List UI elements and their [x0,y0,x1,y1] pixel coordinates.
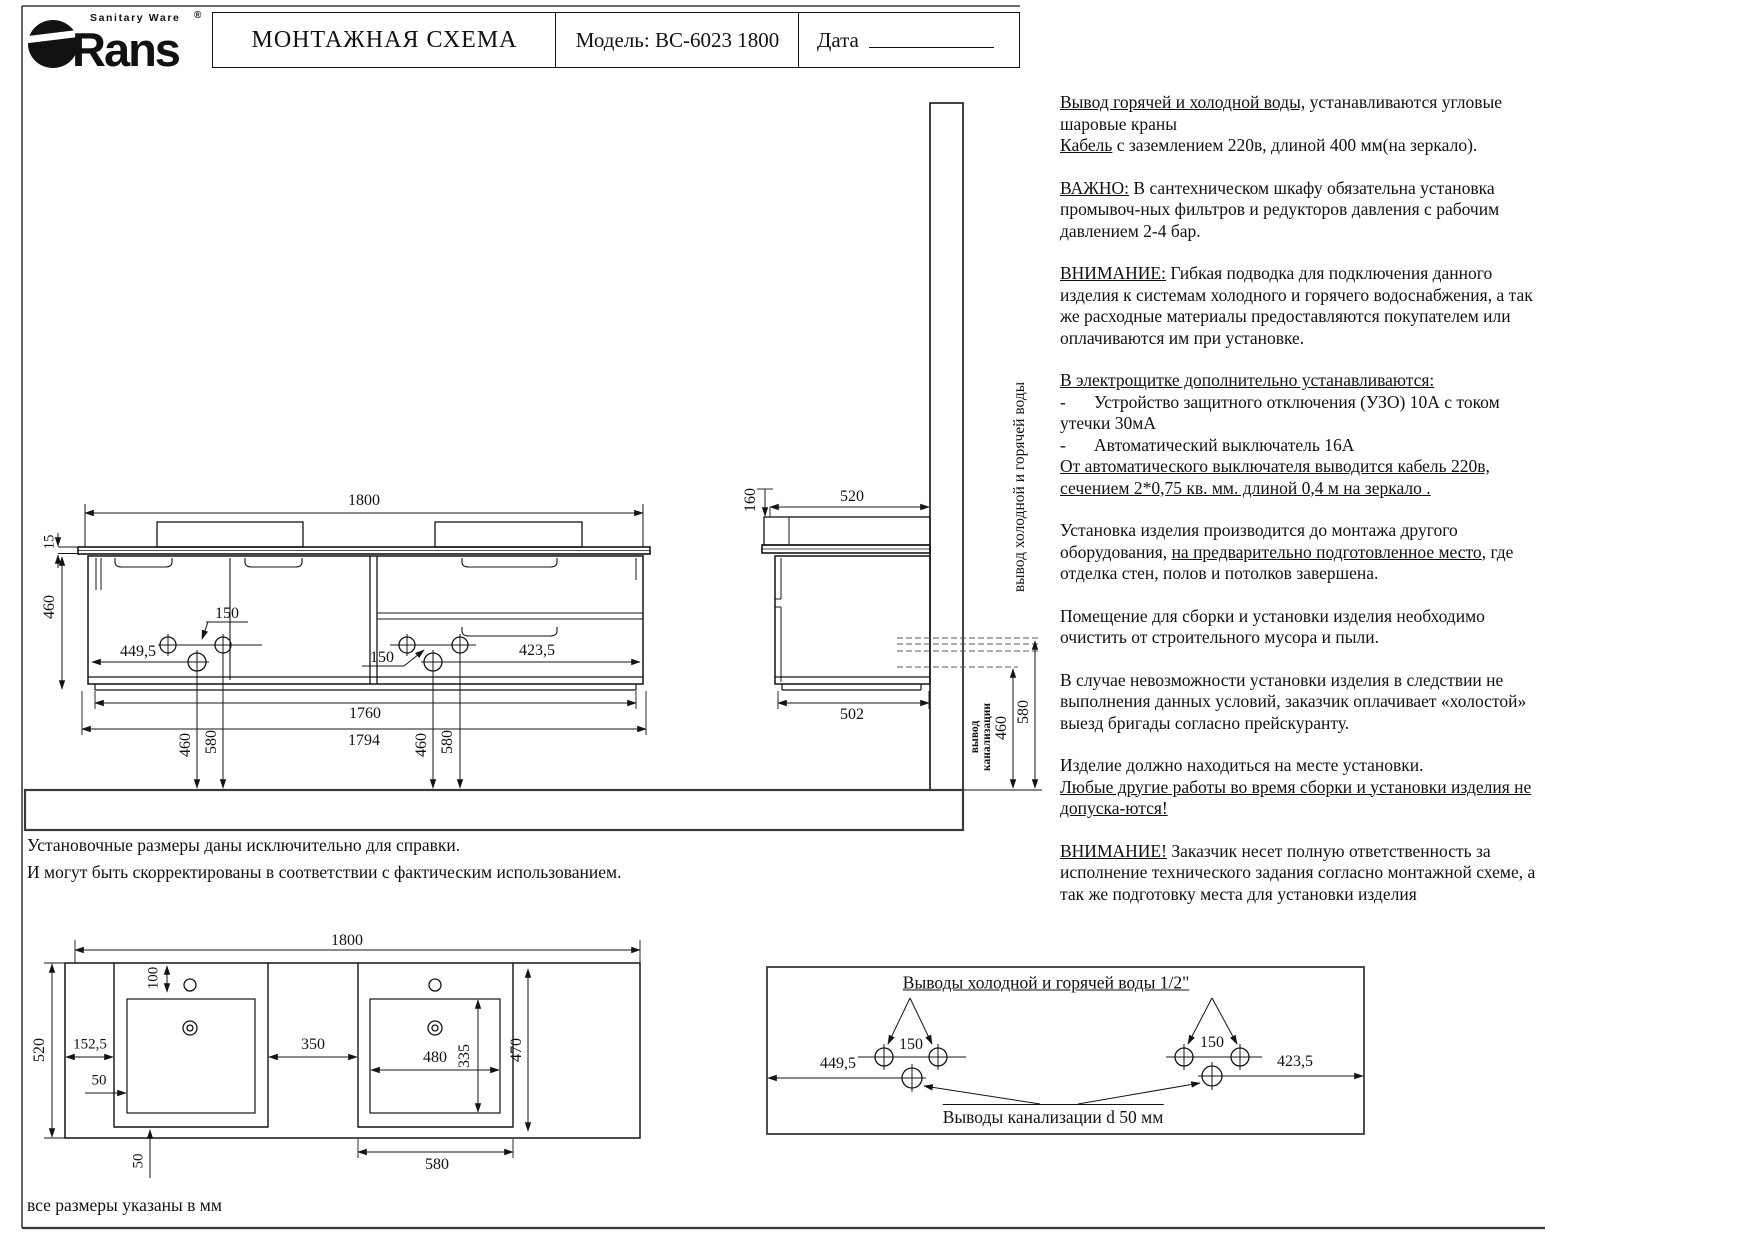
instruction-paragraph: От автоматического выключателя выводится кабель 220в, сечением 2*0,75 кв. мм. длиной 0,4 м на зеркало . [1060,456,1490,498]
instruction-paragraph: В случае невозможности установки изделия в следствии не выполнения данных условий, заказчик оплачивает «холостой» выезд бригады согласно прейскуранту. [1060,669,1527,733]
dim-overall-width-1794: 1794 [348,732,380,749]
reference-note [27,832,622,886]
instruction-paragraph: ВНИМАНИЕ! Заказчик несет полную ответственность за исполнение технического задания согласно монтажной схеме, а так же подготовку места для установки изделия [1060,840,1536,904]
dim-depth-bottom-502: 502 [840,706,864,723]
dim-drain-height-right-460: 460 [413,733,430,757]
instruction-paragraph: ВНИМАНИЕ: Гибкая подводка для подключения данного изделия к системам холодного и горячего водоснабжения, а так же расходные материалы предоставляются покупателем или оплачиваются им при установке. [1060,263,1533,348]
instruction-paragraph: Кабель с заземлением 220в, длиной 400 мм(на зеркало). [1060,135,1478,155]
instruction-list-item: - Устройство защитного отключения (УЗО) 10А с током утечки 30мА [1060,391,1500,433]
dim-water-spacing-right-150: 150 [1200,1034,1224,1051]
pipe-outlet-dashed-lines [897,638,1040,667]
instruction-paragraph: Изделие должно находиться на месте установки. [1060,755,1424,775]
installation-instructions [1060,92,1552,905]
reference-note-line2: И могут быть скорректированы в соответствии с фактическим использованием. [27,862,622,882]
date-box [798,12,1020,68]
dim-countertop-15: 15 [41,534,58,550]
orans-logo [26,8,211,70]
brand-text: Rans [72,23,179,70]
dim-topview-depth-520: 520 [31,1038,48,1062]
registered-mark: ® [194,10,202,21]
instruction-paragraph: Помещение для сборки и установки изделия необходимо очистить от строительного мусора и пыли. [1060,605,1485,647]
date-label: Дата [817,27,859,52]
dim-left-margin-152-5: 152,5 [73,1036,107,1053]
dim-cabinet-height-460: 460 [41,595,58,619]
instruction-list-item: - Автоматический выключатель 16А [1060,434,1355,455]
dim-basin-gap-350: 350 [301,1036,325,1053]
dim-water-height-right-580: 580 [439,730,456,754]
dim-water-height-left-580: 580 [203,730,220,754]
dim-front-width-1800: 1800 [348,492,380,509]
model-box [555,12,800,68]
instruction-paragraph: Вывод горячей и холодной воды, устанавливаются угловые шаровые краны [1060,92,1503,134]
dim-body-width-1760: 1760 [349,705,381,722]
water-outlet-vertical-label: вывод холодной и горячей воды [1011,381,1028,593]
top-view [44,940,640,1178]
side-view [757,489,930,709]
dim-right-offset-423-5: 423,5 [519,642,555,659]
instruction-paragraph: Установка изделия производится до монтажа другого оборудования, на предварительно подготовленное место, где отделка стен, полов и потолков завершена. [1060,520,1514,583]
sewer-outlets-title: Выводы канализации d 50 мм [943,1104,1164,1128]
brand-tagline: Sanitary Ware [90,12,181,24]
date-blank-line [869,33,994,48]
dim-water-spacing-left-150: 150 [899,1036,923,1053]
instruction-paragraph: В электрощитке дополнительно устанавливаются: [1060,370,1435,390]
dim-left-offset-449-5: 449,5 [120,643,156,660]
dim-recess-depth-470: 470 [508,1038,525,1062]
reference-note-line1: Установочные размеры даны исключительно для справки. [27,835,461,855]
units-note: все размеры указаны в мм [27,1195,222,1215]
floor-bar [25,790,1042,830]
dim-panel-left-offset-449-5: 449,5 [820,1055,856,1072]
dim-panel-right-offset-423-5: 423,5 [1277,1053,1313,1070]
orans-logo-graphic [26,8,211,70]
dim-basin-width-480: 480 [423,1049,447,1066]
dim-wall-sewer-height-460: 460 [993,716,1010,740]
scheme-title-box [212,12,557,68]
model-label: Модель: BC-6023 1800 [575,27,780,52]
sewer-outlet-vertical-label: вывод канализации [969,702,993,772]
dim-drain-height-left-460: 460 [177,733,194,757]
dim-basin-depth-335: 335 [456,1044,473,1068]
dim-hole-spacing-right-150: 150 [370,649,394,666]
dim-module-width-580: 580 [425,1156,449,1173]
dim-hole-spacing-left-150: 150 [215,605,239,622]
dim-faucet-offset-100: 100 [145,966,162,990]
dim-basin-height-160: 160 [742,488,759,512]
dim-topview-width-1800: 1800 [331,932,363,949]
dim-depth-top-520: 520 [840,488,864,505]
instruction-paragraph: ВАЖНО: В сантехническом шкафу обязательна установка промывоч-ных фильтров и редукторов давления с рабочим давлением 2-4 бар. [1060,177,1500,241]
dim-rim-front-50: 50 [130,1153,147,1169]
dim-rim-left-50: 50 [91,1072,107,1089]
instruction-paragraph: Любые другие работы во время сборки и установки изделия не допуска-ются! [1060,776,1532,818]
dim-wall-water-height-580: 580 [1015,700,1032,724]
water-outlets-title: Выводы холодной и горячей воды 1/2" [902,972,1190,993]
page-title: МОНТАЖНАЯ СХЕМА [251,26,518,53]
